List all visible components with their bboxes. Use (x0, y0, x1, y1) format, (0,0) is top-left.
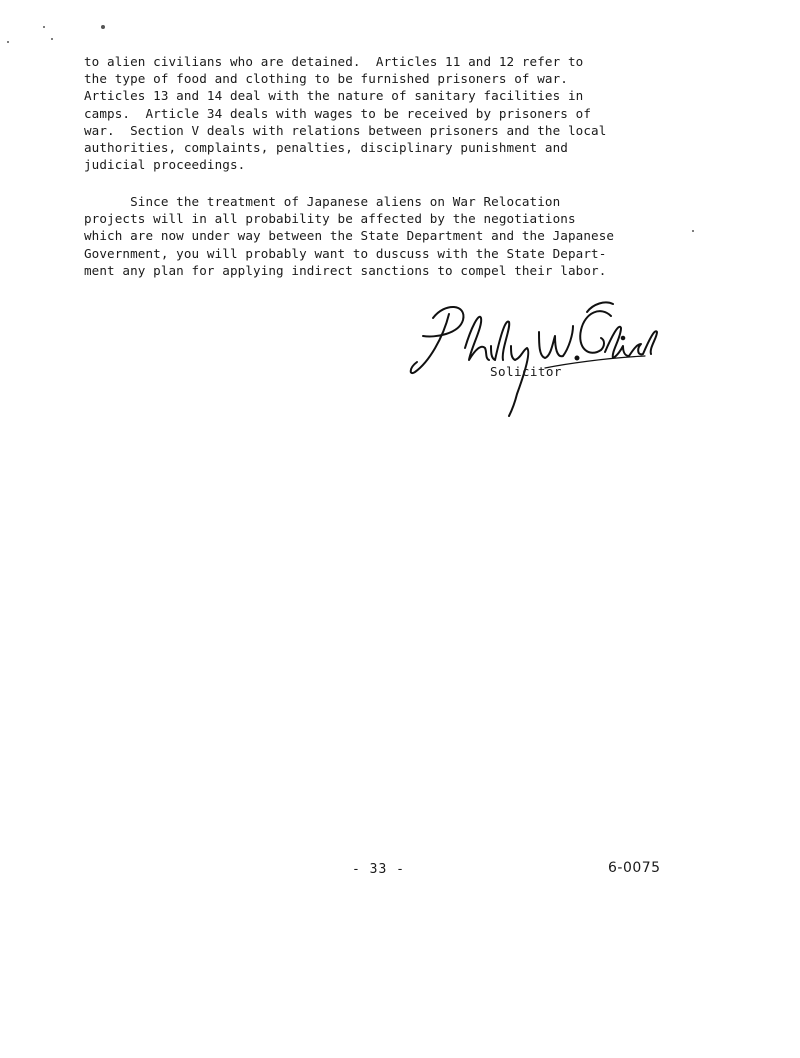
handwritten-signature (405, 298, 665, 418)
scan-speck (51, 38, 53, 40)
signatory-title: Solicitor (490, 364, 562, 379)
text-line: Since the treatment of Japanese aliens on War Relocation (84, 194, 561, 209)
text-line: which are now under way between the State Department and the Japanese (84, 228, 615, 244)
body-paragraph (84, 193, 704, 279)
text-line: the type of food and clothing to be furnished prisoners of war. (84, 71, 568, 87)
text-line: projects will in all probability be affected by the negotiations (84, 211, 576, 227)
text-line: authorities, complaints, penalties, disciplinary punishment and (84, 140, 568, 156)
scan-speck (7, 41, 9, 43)
page-number: - 33 - (352, 862, 405, 877)
text-line: to alien civilians who are detained. Articles 11 and 12 refer to (84, 54, 584, 69)
text-line: war. Section V deals with relations between prisoners and the local (84, 122, 607, 138)
text-line: camps. Article 34 deals with wages to be received by prisoners of (84, 105, 592, 121)
body-paragraph (84, 53, 704, 173)
text-line: ment any plan for applying indirect sanctions to compel their labor. (84, 262, 607, 278)
scan-speck (101, 25, 105, 29)
scan-speck (43, 26, 45, 28)
text-line: Articles 13 and 14 deal with the nature of sanitary facilities in (84, 88, 584, 104)
document-code: 6-0075 (608, 860, 661, 876)
text-line: Government, you will probably want to duscuss with the State Depart- (84, 245, 607, 261)
text-line: judicial proceedings. (84, 157, 246, 173)
